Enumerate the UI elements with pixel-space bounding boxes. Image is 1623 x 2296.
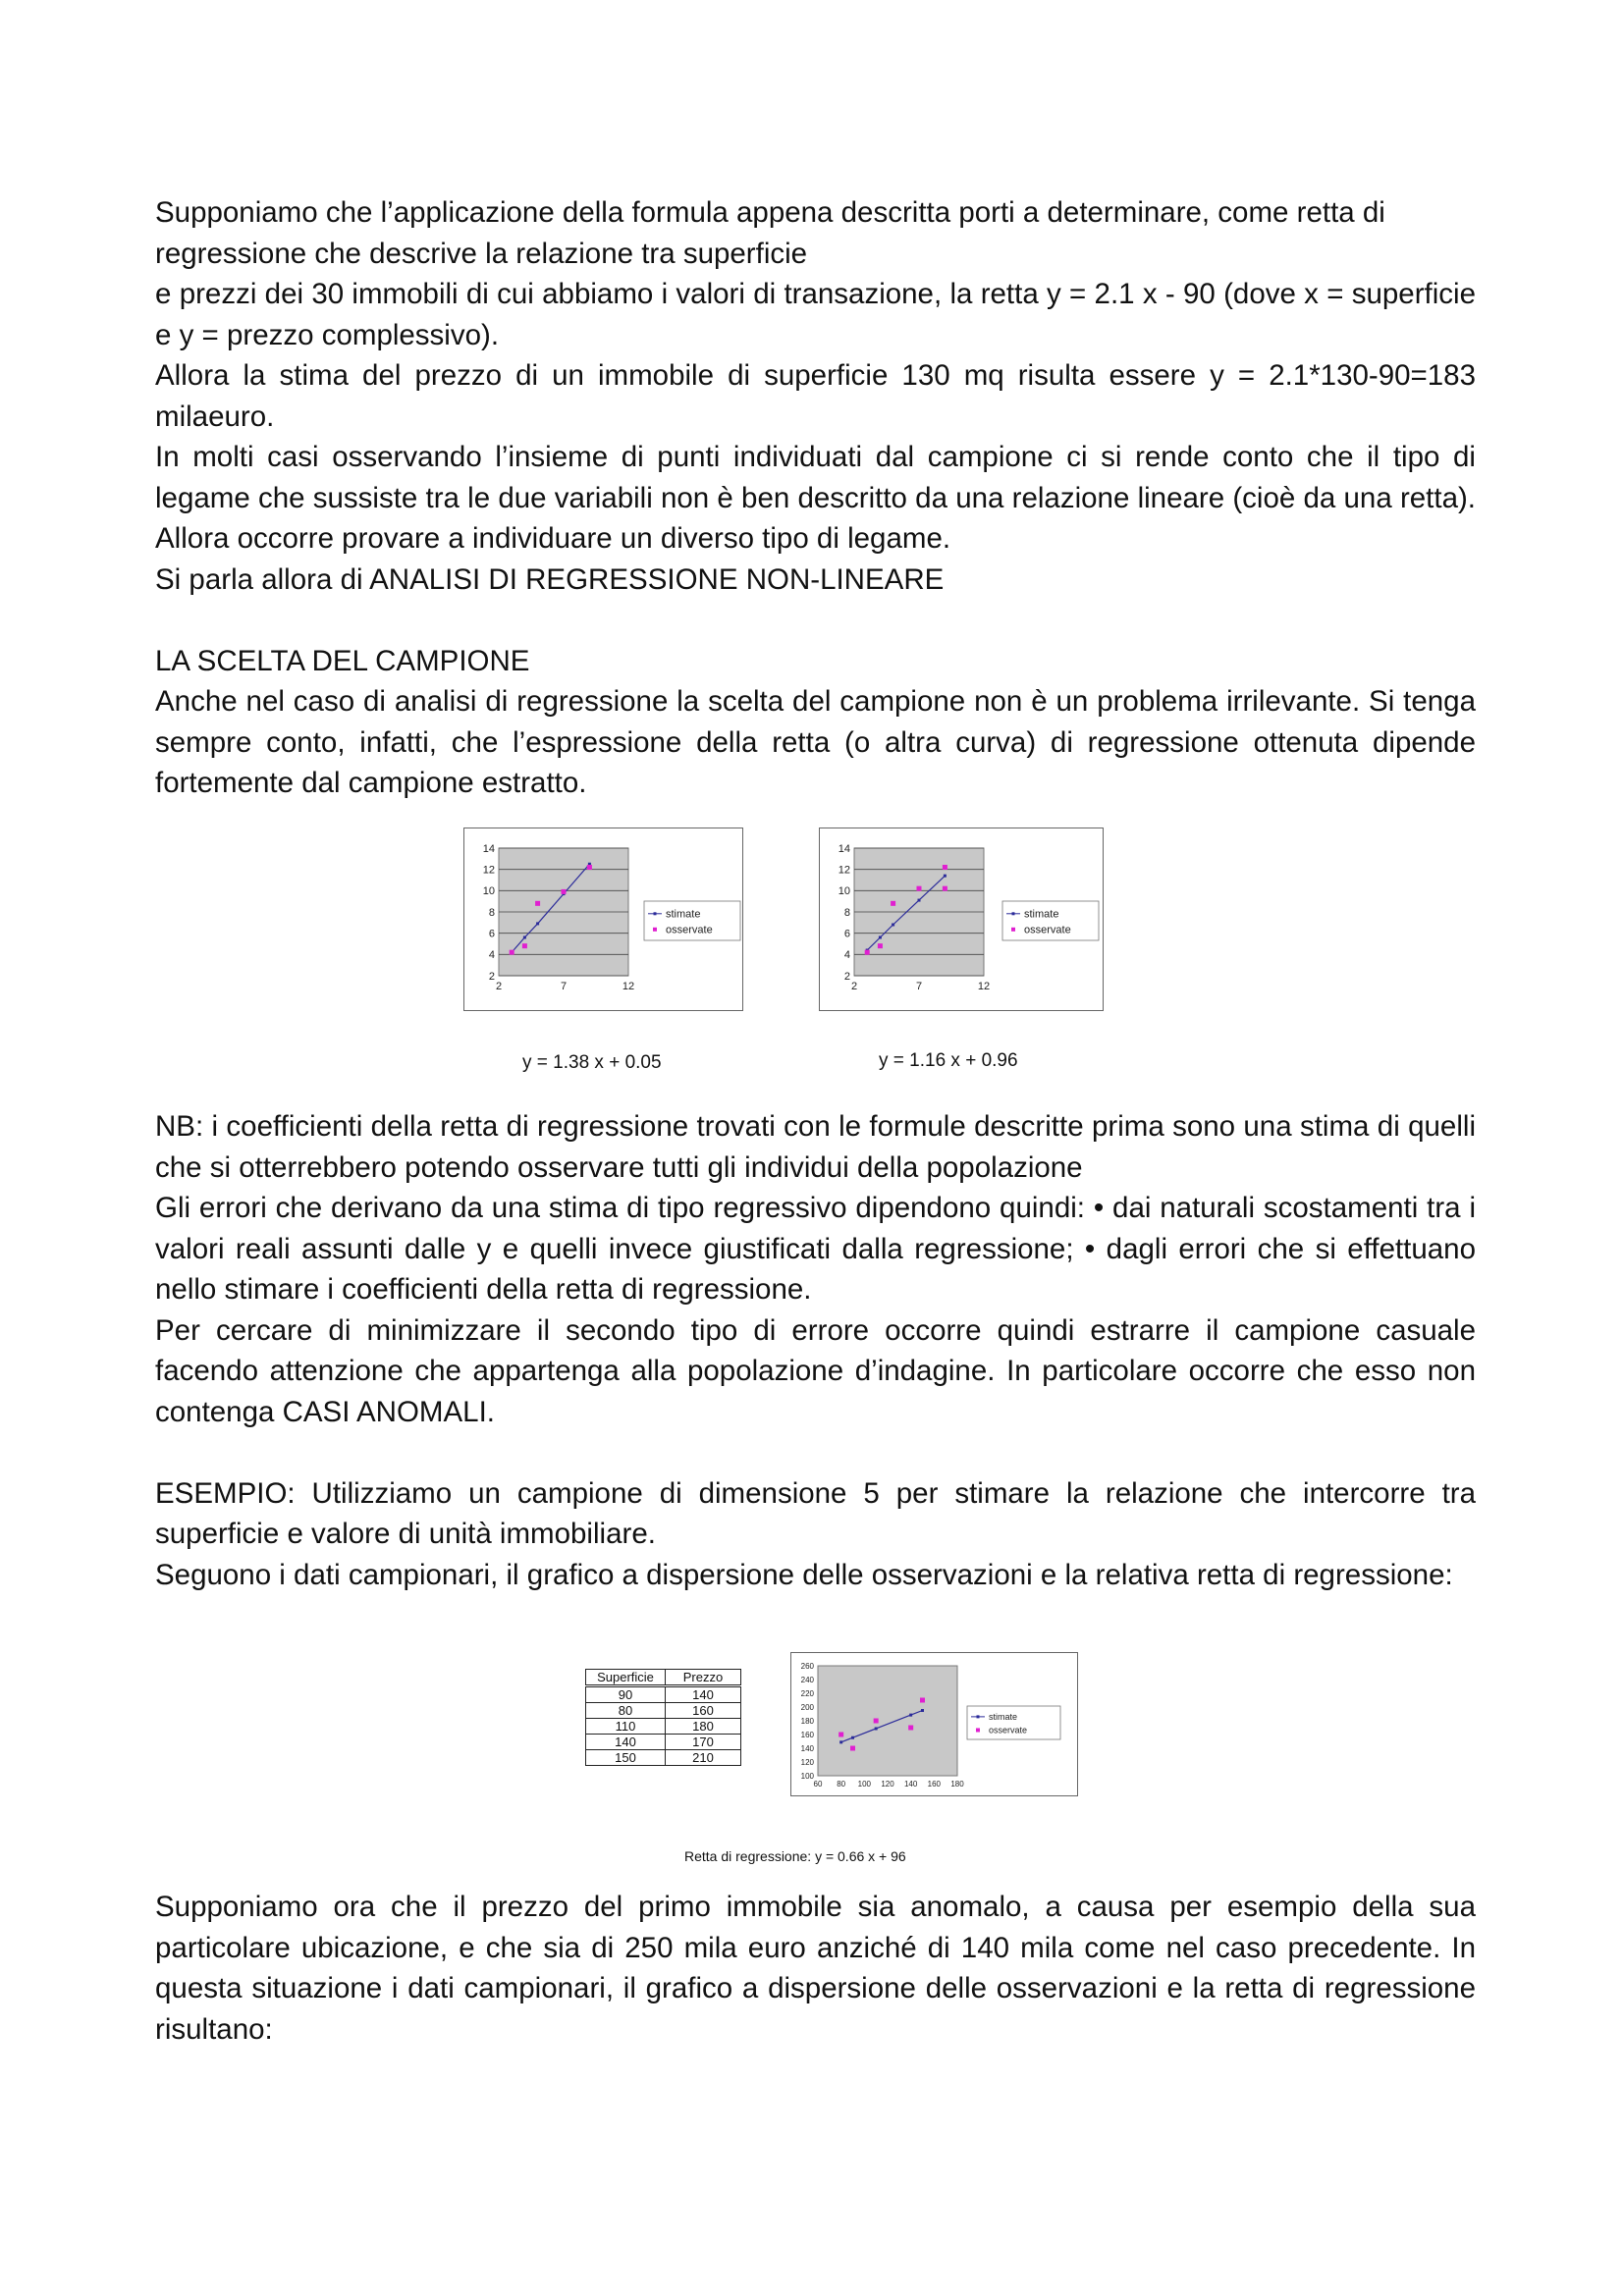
estimated-point: [892, 924, 894, 927]
legend-label: stimate: [989, 1712, 1018, 1723]
x-tick-label: 2: [495, 981, 503, 992]
paragraph: Seguono i dati campionari, il grafico a dispersione delle osservazioni e la relativa retta di regressione:: [155, 1558, 1453, 1591]
estimated-point: [944, 875, 947, 878]
legend-label: osservate: [989, 1725, 1028, 1735]
y-tick-label: 14: [482, 842, 495, 855]
estimated-point: [523, 936, 526, 939]
y-tick-label: 200: [800, 1702, 814, 1712]
x-tick-label: 140: [903, 1780, 918, 1789]
text-block-1: [155, 192, 1476, 804]
observed-point: [878, 943, 883, 948]
estimated-point: [909, 1714, 912, 1717]
table-row: [586, 1750, 741, 1766]
estimated-point: [879, 936, 882, 939]
paragraph: NB: i coefficienti della retta di regressione trovati con le formule descritte prima sono una stima di quelli che si otterrebbero potendo osservare tutti gli individui della popolazione: [155, 1110, 1476, 1184]
observed-point: [920, 1698, 925, 1703]
legend-estimated-marker: [1012, 912, 1015, 915]
table-cell: 210: [666, 1750, 741, 1766]
estimated-point: [851, 1736, 854, 1739]
legend-observed-marker: [1011, 928, 1015, 932]
scatter-chart-2: [819, 828, 1104, 1011]
table-cell: 110: [586, 1719, 666, 1735]
estimated-point: [839, 1740, 842, 1743]
scatter-chart-3: [790, 1652, 1078, 1796]
table-cell: 150: [586, 1750, 666, 1766]
y-tick-label: 10: [838, 885, 850, 898]
y-tick-label: 2: [488, 970, 495, 983]
y-tick-label: 140: [800, 1743, 814, 1753]
x-tick-label: 80: [837, 1780, 846, 1789]
y-tick-label: 6: [843, 928, 850, 940]
observed-point: [943, 865, 947, 870]
y-tick-label: 8: [843, 906, 850, 919]
y-tick-label: 220: [800, 1688, 814, 1698]
y-tick-label: 2: [843, 970, 850, 983]
table-cell: 180: [666, 1719, 741, 1735]
y-tick-label: 100: [800, 1771, 814, 1781]
y-tick-label: 6: [488, 928, 495, 940]
chart-3-equation: Retta di regressione: y = 0.66 x + 96: [684, 1848, 906, 1864]
legend-label: osservate: [666, 924, 713, 936]
x-tick-label: 7: [560, 981, 568, 992]
observed-point: [917, 886, 922, 891]
estimated-point: [918, 899, 921, 902]
observed-point: [522, 943, 527, 948]
observed-point: [865, 950, 870, 955]
estimated-point: [536, 922, 539, 925]
chart-2-equation: y = 1.16 x + 0.96: [879, 1050, 1018, 1071]
x-tick-label: 2: [850, 981, 858, 992]
y-tick-label: 4: [488, 949, 495, 962]
x-tick-label: 120: [881, 1780, 894, 1789]
table-cell: 140: [586, 1735, 666, 1750]
x-tick-label: 7: [915, 981, 923, 992]
table-cell: 90: [586, 1686, 666, 1703]
y-tick-label: 10: [482, 885, 495, 898]
observed-point: [562, 889, 567, 894]
x-tick-label: 100: [857, 1780, 872, 1789]
table-header-cell: Superficie: [586, 1670, 666, 1686]
observed-point: [891, 901, 895, 906]
table-header-row: [586, 1670, 741, 1686]
y-tick-label: 240: [800, 1675, 814, 1684]
text-block-3: [155, 1887, 1476, 2050]
observed-point: [510, 950, 514, 955]
table-cell: 160: [666, 1703, 741, 1719]
paragraph: ESEMPIO: Utilizziamo un campione di dimensione 5 per stimare la relazione che intercorre tra superficie e valore di unità immobiliare.: [155, 1476, 1476, 1550]
table-cell: 170: [666, 1735, 741, 1750]
y-tick-label: 12: [482, 864, 495, 877]
y-tick-label: 120: [800, 1757, 814, 1767]
section-heading: LA SCELTA DEL CAMPIONE: [155, 644, 530, 677]
estimated-point: [921, 1709, 924, 1712]
paragraph: In molti casi osservando l’insieme di punti individuati dal campione ci si rende conto che il tipo di legame che sussiste tra le due variabili non è ben descritto da una relazione lineare (cioè da una retta). Allora occorre provare a individuare un diverso tipo di legame.: [155, 441, 1476, 555]
legend-observed-marker: [976, 1728, 980, 1732]
table-row: [586, 1703, 741, 1719]
plot-area: [818, 1666, 957, 1776]
paragraph: Anche nel caso di analisi di regressione la scelta del campione non è un problema irrilevante. Si tenga sempre conto, infatti, che l’espressione della retta (o altra curva) di regressione ottenuta dipende fortemente dal campione estratto.: [155, 685, 1476, 799]
paragraph: Supponiamo ora che il prezzo del primo immobile sia anomalo, a causa per esempio della sua particolare ubicazione, e che sia di 250 mila euro anziché di 140 mila come nel caso precedente. In questa situazione i dati campionari, il grafico a dispersione delle osservazioni e la retta di regressione risultano:: [155, 1891, 1476, 2046]
legend-label: stimate: [1024, 908, 1059, 921]
estimated-point: [875, 1727, 878, 1730]
x-tick-label: 60: [813, 1780, 823, 1789]
y-tick-label: 160: [800, 1730, 814, 1739]
table-row: [586, 1686, 741, 1703]
x-tick-label: 12: [622, 981, 635, 992]
observed-point: [587, 865, 592, 870]
observed-point: [908, 1726, 913, 1731]
y-tick-label: 14: [838, 842, 850, 855]
observed-point: [874, 1719, 879, 1724]
legend-label: osservate: [1024, 924, 1071, 936]
y-tick-label: 8: [488, 906, 495, 919]
scatter-chart-1: [463, 828, 743, 1011]
observed-point: [535, 901, 540, 906]
paragraph: Supponiamo che l’applicazione della formula appena descritta porti a determinare, come retta di regressione che descrive la relazione tra superficie: [155, 196, 1385, 270]
table-cell: 140: [666, 1686, 741, 1703]
paragraph: e prezzi dei 30 immobili di cui abbiamo i valori di transazione, la retta y = 2.1 x - 90 (dove x = superficie e y = prezzo complessivo).: [155, 278, 1476, 351]
legend-observed-marker: [653, 928, 657, 932]
paragraph: Per cercare di minimizzare il secondo tipo di errore occorre quindi estrarre il campione casuale facendo attenzione che appartenga alla popolazione d’indagine. In particolare occorre che esso non contenga CASI ANOMALI.: [155, 1313, 1476, 1428]
x-tick-label: 180: [950, 1780, 964, 1789]
y-tick-label: 4: [843, 949, 850, 962]
table-row: [586, 1735, 741, 1750]
paragraph: Si parla allora di ANALISI DI REGRESSIONE NON-LINEARE: [155, 562, 945, 596]
observed-point: [943, 886, 947, 891]
text-block-2: [155, 1106, 1476, 1595]
table-cell: 80: [586, 1703, 666, 1719]
legend-estimated-marker: [977, 1715, 980, 1718]
legend-label: stimate: [666, 908, 701, 921]
observed-point: [850, 1746, 855, 1751]
paragraph: Gli errori che derivano da una stima di tipo regressivo dipendono quindi: • dai naturali scostamenti tra i valori reali assunti dalle y e quelli invece giustificati dalla regressione; • dagli errori che si effettuano nello stimare i coefficienti della retta di regressione.: [155, 1192, 1476, 1306]
paragraph: Allora la stima del prezzo di un immobile di superficie 130 mq risulta essere y = 2.1*130-90=183 milaeuro.: [155, 359, 1476, 433]
table-row: [586, 1719, 741, 1735]
x-tick-label: 160: [927, 1780, 942, 1789]
legend-estimated-marker: [654, 912, 657, 915]
y-tick-label: 180: [800, 1716, 814, 1726]
sample-data-table: [585, 1669, 741, 1766]
chart-1-equation: y = 1.38 x + 0.05: [522, 1052, 662, 1073]
y-tick-label: 260: [800, 1661, 814, 1671]
y-tick-label: 12: [838, 864, 850, 877]
table-header-cell: Prezzo: [666, 1670, 741, 1686]
observed-point: [839, 1733, 843, 1737]
x-tick-label: 12: [977, 981, 991, 992]
